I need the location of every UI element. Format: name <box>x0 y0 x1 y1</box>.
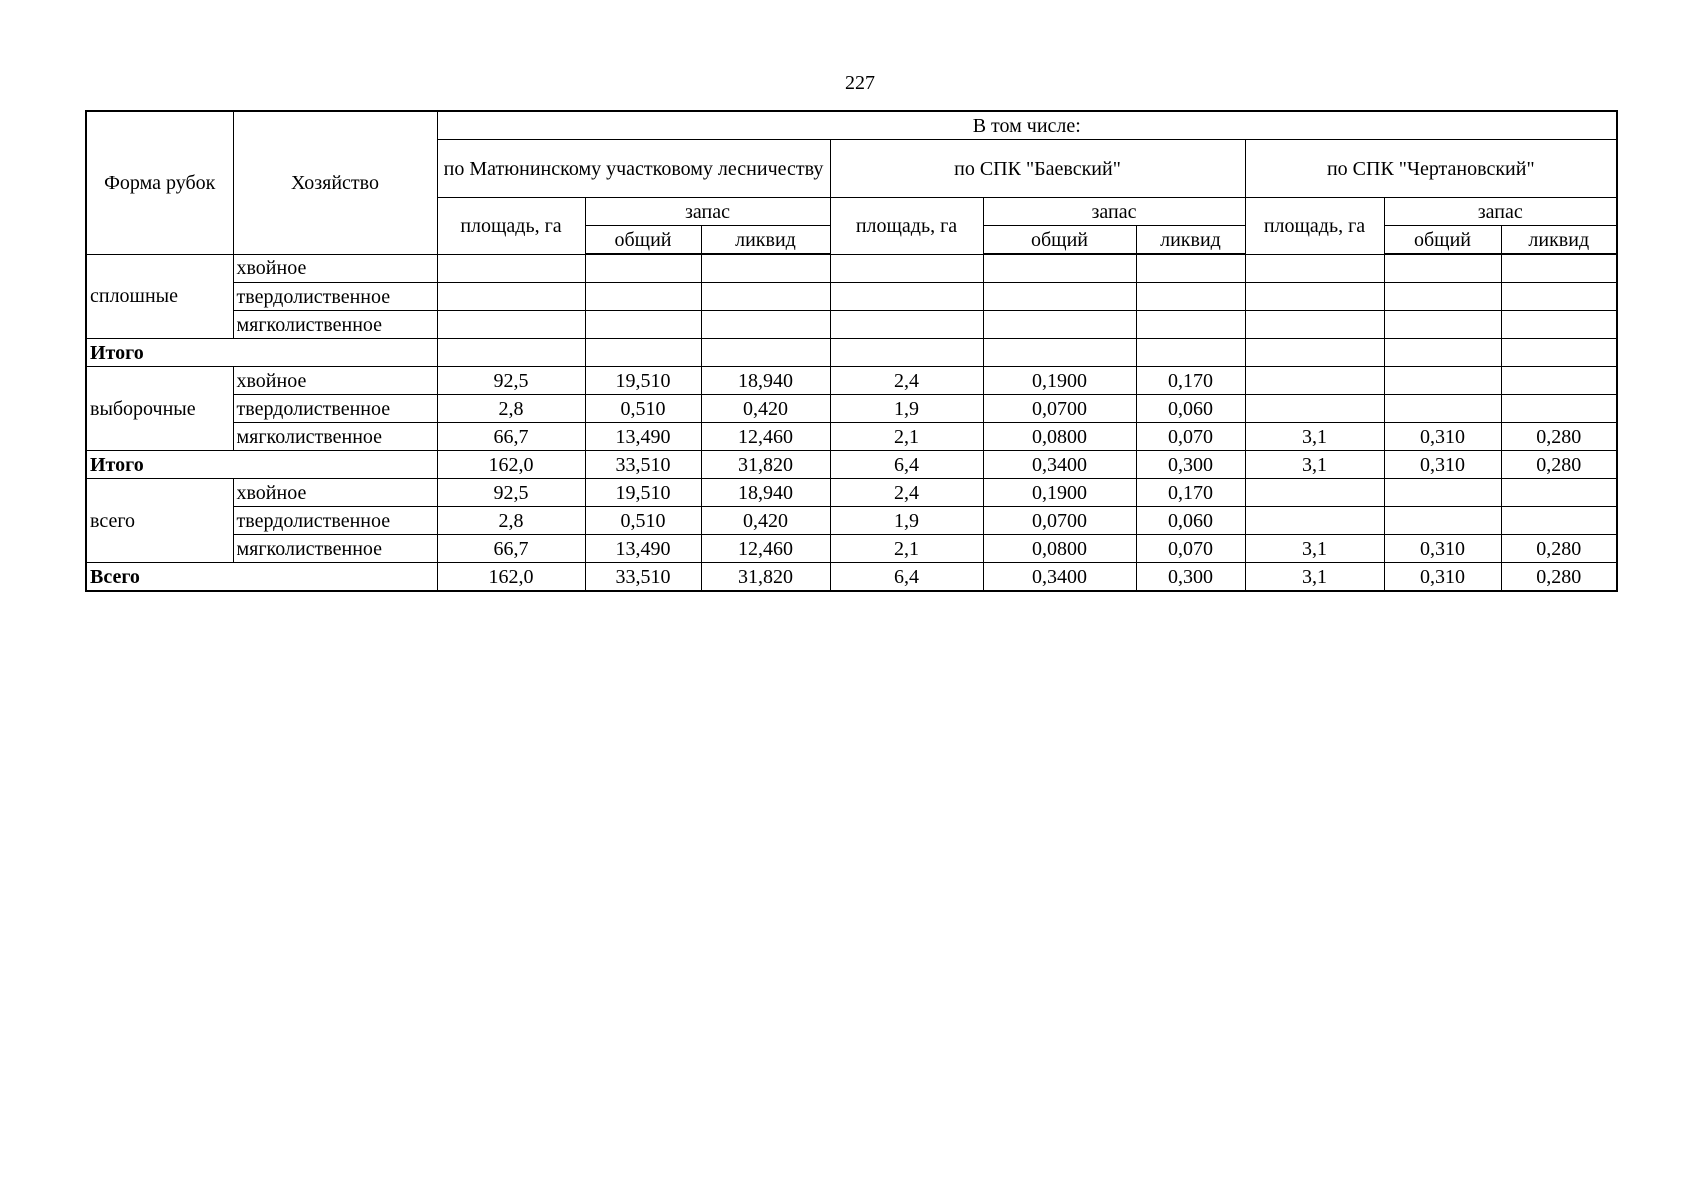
value-cell <box>983 254 1136 283</box>
value-cell <box>983 283 1136 311</box>
value-cell <box>437 311 585 339</box>
value-cell: 0,060 <box>1136 507 1245 535</box>
header-obshiy: общий <box>1384 226 1501 255</box>
value-cell: 66,7 <box>437 423 585 451</box>
total-label: Итого <box>86 451 437 479</box>
hozyaystvo-cell: мягколиственное <box>233 535 437 563</box>
total-value-cell <box>1501 339 1617 367</box>
value-cell: 66,7 <box>437 535 585 563</box>
value-cell <box>983 311 1136 339</box>
value-cell: 3,1 <box>1245 423 1384 451</box>
total-row <box>86 339 1617 367</box>
value-cell <box>1384 311 1501 339</box>
total-value-cell: 0,280 <box>1501 451 1617 479</box>
value-cell <box>1245 507 1384 535</box>
header-group-chertanovskiy: по СПК "Чертановский" <box>1245 140 1617 198</box>
table-row <box>86 507 1617 535</box>
value-cell: 0,510 <box>585 507 701 535</box>
total-row <box>86 451 1617 479</box>
value-cell <box>830 311 983 339</box>
value-cell: 12,460 <box>701 423 830 451</box>
value-cell <box>830 283 983 311</box>
value-cell <box>1245 395 1384 423</box>
total-label: Всего <box>86 563 437 592</box>
total-value-cell: 0,280 <box>1501 563 1617 592</box>
value-cell: 92,5 <box>437 367 585 395</box>
value-cell <box>437 283 585 311</box>
total-value-cell: 31,820 <box>701 563 830 592</box>
header-zapas: запас <box>1384 198 1617 226</box>
value-cell <box>701 283 830 311</box>
table-row <box>86 423 1617 451</box>
total-value-cell: 162,0 <box>437 563 585 592</box>
value-cell: 0,070 <box>1136 423 1245 451</box>
value-cell: 0,170 <box>1136 367 1245 395</box>
header-group-matyuninskoe: по Матюнинскому участковому лесничеству <box>437 140 830 198</box>
value-cell: 0,070 <box>1136 535 1245 563</box>
header-ploshad: площадь, га <box>830 198 983 255</box>
value-cell: 12,460 <box>701 535 830 563</box>
hozyaystvo-cell: хвойное <box>233 254 437 283</box>
value-cell <box>1245 283 1384 311</box>
value-cell <box>1384 479 1501 507</box>
total-value-cell: 3,1 <box>1245 563 1384 592</box>
table-row <box>86 479 1617 507</box>
value-cell: 0,1900 <box>983 367 1136 395</box>
value-cell: 0,510 <box>585 395 701 423</box>
hozyaystvo-cell: хвойное <box>233 479 437 507</box>
value-cell: 0,420 <box>701 395 830 423</box>
hozyaystvo-cell: хвойное <box>233 367 437 395</box>
header-likvid: ликвид <box>1501 226 1617 255</box>
header-zapas: запас <box>983 198 1245 226</box>
total-value-cell: 0,300 <box>1136 451 1245 479</box>
value-cell: 2,4 <box>830 367 983 395</box>
value-cell: 1,9 <box>830 395 983 423</box>
table-row <box>86 283 1617 311</box>
value-cell: 2,4 <box>830 479 983 507</box>
value-cell <box>1245 479 1384 507</box>
value-cell <box>585 311 701 339</box>
value-cell <box>585 283 701 311</box>
total-value-cell: 6,4 <box>830 563 983 592</box>
value-cell: 0,310 <box>1384 423 1501 451</box>
value-cell <box>1245 367 1384 395</box>
total-value-cell: 162,0 <box>437 451 585 479</box>
value-cell: 19,510 <box>585 479 701 507</box>
total-value-cell: 0,3400 <box>983 563 1136 592</box>
total-value-cell: 3,1 <box>1245 451 1384 479</box>
value-cell: 2,8 <box>437 395 585 423</box>
value-cell <box>701 254 830 283</box>
total-value-cell <box>437 339 585 367</box>
total-value-cell: 0,310 <box>1384 563 1501 592</box>
value-cell: 19,510 <box>585 367 701 395</box>
value-cell <box>437 254 585 283</box>
header-obshiy: общий <box>585 226 701 255</box>
value-cell: 13,490 <box>585 423 701 451</box>
hozyaystvo-cell: твердолиственное <box>233 395 437 423</box>
value-cell: 18,940 <box>701 479 830 507</box>
value-cell <box>1384 367 1501 395</box>
section-label: всего <box>86 479 233 563</box>
total-value-cell <box>701 339 830 367</box>
value-cell: 0,0700 <box>983 395 1136 423</box>
header-hozyaystvo: Хозяйство <box>233 111 437 254</box>
value-cell <box>1136 254 1245 283</box>
header-zapas: запас <box>585 198 830 226</box>
table-row <box>86 367 1617 395</box>
header-v-tom-chisle: В том числе: <box>437 111 1617 140</box>
value-cell: 13,490 <box>585 535 701 563</box>
value-cell <box>1245 311 1384 339</box>
value-cell: 92,5 <box>437 479 585 507</box>
hozyaystvo-cell: мягколиственное <box>233 311 437 339</box>
total-label: Итого <box>86 339 437 367</box>
value-cell <box>1501 507 1617 535</box>
value-cell: 18,940 <box>701 367 830 395</box>
value-cell <box>1501 479 1617 507</box>
hozyaystvo-cell: мягколиственное <box>233 423 437 451</box>
header-likvid: ликвид <box>701 226 830 255</box>
value-cell: 0,0800 <box>983 423 1136 451</box>
hozyaystvo-cell: твердолиственное <box>233 283 437 311</box>
value-cell: 0,280 <box>1501 535 1617 563</box>
total-value-cell: 0,300 <box>1136 563 1245 592</box>
value-cell <box>1384 395 1501 423</box>
total-value-cell <box>983 339 1136 367</box>
value-cell <box>585 254 701 283</box>
value-cell <box>1136 283 1245 311</box>
total-value-cell <box>830 339 983 367</box>
total-value-cell: 33,510 <box>585 563 701 592</box>
value-cell: 2,8 <box>437 507 585 535</box>
section-label: выборочные <box>86 367 233 451</box>
value-cell <box>1384 507 1501 535</box>
header-ploshad: площадь, га <box>437 198 585 255</box>
value-cell: 1,9 <box>830 507 983 535</box>
table-row <box>86 311 1617 339</box>
total-value-cell: 6,4 <box>830 451 983 479</box>
value-cell <box>1501 367 1617 395</box>
value-cell: 0,280 <box>1501 423 1617 451</box>
value-cell <box>701 311 830 339</box>
table-row <box>86 535 1617 563</box>
total-value-cell <box>1384 339 1501 367</box>
header-forma-rubok: Форма рубок <box>86 111 233 254</box>
value-cell <box>830 254 983 283</box>
value-cell <box>1245 254 1384 283</box>
value-cell: 0,310 <box>1384 535 1501 563</box>
total-value-cell: 33,510 <box>585 451 701 479</box>
value-cell: 0,1900 <box>983 479 1136 507</box>
total-value-cell: 0,310 <box>1384 451 1501 479</box>
value-cell: 2,1 <box>830 423 983 451</box>
table-row <box>86 395 1617 423</box>
page-number: 227 <box>845 72 875 94</box>
value-cell: 0,170 <box>1136 479 1245 507</box>
value-cell <box>1501 283 1617 311</box>
hozyaystvo-cell: твердолиственное <box>233 507 437 535</box>
value-cell <box>1136 311 1245 339</box>
total-row <box>86 563 1617 592</box>
total-value-cell <box>585 339 701 367</box>
value-cell: 2,1 <box>830 535 983 563</box>
value-cell: 3,1 <box>1245 535 1384 563</box>
header-likvid: ликвид <box>1136 226 1245 255</box>
value-cell <box>1501 311 1617 339</box>
header-ploshad: площадь, га <box>1245 198 1384 255</box>
total-value-cell: 31,820 <box>701 451 830 479</box>
value-cell <box>1501 254 1617 283</box>
table-body <box>86 254 1617 591</box>
value-cell: 0,0800 <box>983 535 1136 563</box>
header-obshiy: общий <box>983 226 1136 255</box>
value-cell: 0,060 <box>1136 395 1245 423</box>
value-cell <box>1384 283 1501 311</box>
header-group-baevskiy: по СПК "Баевский" <box>830 140 1245 198</box>
forest-harvest-table <box>85 110 1618 592</box>
value-cell: 0,0700 <box>983 507 1136 535</box>
table-row <box>86 254 1617 283</box>
section-label: сплошные <box>86 254 233 339</box>
value-cell: 0,420 <box>701 507 830 535</box>
total-value-cell: 0,3400 <box>983 451 1136 479</box>
value-cell <box>1501 395 1617 423</box>
value-cell <box>1384 254 1501 283</box>
total-value-cell <box>1245 339 1384 367</box>
total-value-cell <box>1136 339 1245 367</box>
